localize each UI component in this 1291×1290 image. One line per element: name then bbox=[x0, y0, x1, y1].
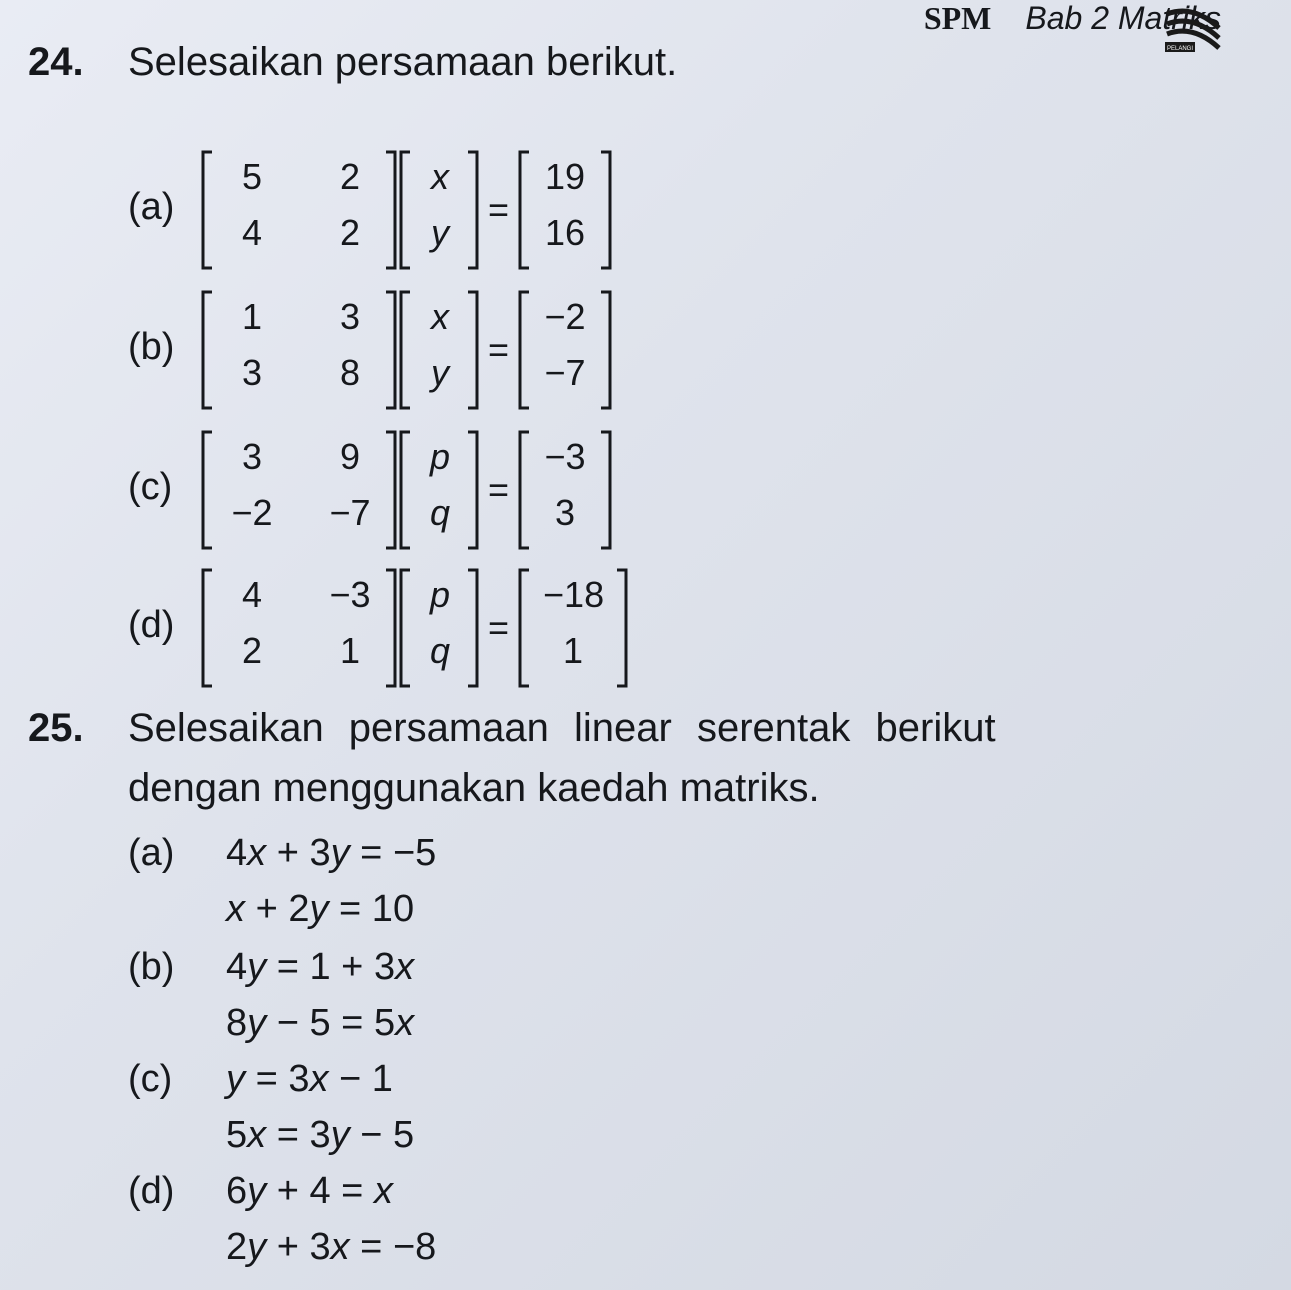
left-bracket bbox=[517, 568, 531, 688]
right-bracket bbox=[599, 430, 613, 550]
matrix-entry: q bbox=[429, 492, 451, 533]
matrix bbox=[398, 568, 480, 688]
left-bracket bbox=[517, 150, 531, 270]
matrix-entry: q bbox=[429, 630, 451, 671]
matrix-entry: −3 bbox=[544, 436, 586, 477]
matrix bbox=[200, 290, 398, 410]
right-bracket bbox=[466, 290, 480, 410]
matrix-equation bbox=[200, 568, 629, 688]
part-label: (b) bbox=[128, 326, 175, 368]
part-label: (a) bbox=[128, 186, 175, 228]
left-bracket bbox=[517, 290, 531, 410]
part-label: (d) bbox=[128, 1170, 175, 1212]
matrix-entry: 3 bbox=[241, 352, 263, 393]
logo-text: PELANGI bbox=[1166, 46, 1194, 52]
matrix-entry: 19 bbox=[545, 156, 586, 197]
equation-line: x + 2y = 10 bbox=[226, 888, 415, 930]
matrix bbox=[398, 290, 480, 410]
question-instruction: Selesaikan persamaan berikut. bbox=[128, 40, 678, 84]
part-label: (d) bbox=[128, 604, 175, 646]
right-bracket bbox=[384, 568, 398, 688]
part-label: (c) bbox=[128, 466, 173, 508]
equals-sign: = bbox=[488, 469, 510, 510]
header-prefix: SPM bbox=[923, 0, 992, 36]
left-bracket bbox=[200, 430, 214, 550]
matrix-entry: 1 bbox=[339, 630, 361, 671]
publisher-logo-icon bbox=[1163, 6, 1223, 54]
matrix-entry: 3 bbox=[339, 296, 361, 337]
matrix bbox=[200, 150, 398, 270]
right-bracket bbox=[599, 290, 613, 410]
matrix-equation bbox=[200, 150, 613, 270]
question-25-instruction-line2: dengan menggunakan kaedah matriks. bbox=[128, 766, 820, 810]
question-number: 25. bbox=[28, 706, 84, 750]
matrix-entry: −18 bbox=[543, 574, 605, 615]
matrix-entry: 4 bbox=[241, 574, 263, 615]
right-bracket bbox=[384, 290, 398, 410]
right-bracket bbox=[466, 150, 480, 270]
equation-line: 4x + 3y = −5 bbox=[226, 832, 437, 874]
equation-line: 2y + 3x = −8 bbox=[226, 1226, 437, 1268]
matrix-entry: 5 bbox=[241, 156, 263, 197]
question-25-heading bbox=[28, 706, 996, 751]
matrix-entry: y bbox=[431, 212, 449, 253]
equals-sign: = bbox=[488, 189, 510, 230]
left-bracket bbox=[517, 430, 531, 550]
matrix bbox=[517, 150, 613, 270]
matrix-entry: y bbox=[431, 352, 449, 393]
part-label: (a) bbox=[128, 832, 175, 874]
right-bracket bbox=[466, 430, 480, 550]
question-number: 24. bbox=[28, 40, 84, 84]
matrix-entry: 2 bbox=[241, 630, 263, 671]
matrix-entry: p bbox=[429, 436, 451, 477]
matrix-entry: 3 bbox=[555, 492, 576, 533]
matrix-entry: −7 bbox=[544, 352, 586, 393]
matrix-entry: 9 bbox=[339, 436, 361, 477]
matrix-entry: −7 bbox=[329, 492, 371, 533]
matrix-entry: 1 bbox=[241, 296, 263, 337]
matrix bbox=[517, 430, 613, 550]
left-bracket bbox=[200, 150, 214, 270]
right-bracket bbox=[384, 150, 398, 270]
matrix bbox=[517, 568, 629, 688]
equation-line: y = 3x − 1 bbox=[226, 1058, 393, 1100]
right-bracket bbox=[615, 568, 629, 688]
equation-line: 6y + 4 = x bbox=[226, 1170, 393, 1212]
matrix-entry: 8 bbox=[339, 352, 361, 393]
right-bracket bbox=[466, 568, 480, 688]
equation-line: 8y − 5 = 5x bbox=[226, 1002, 415, 1044]
question-24-heading bbox=[28, 40, 677, 85]
equation-line: 5x = 3y − 5 bbox=[226, 1114, 415, 1156]
matrix bbox=[398, 430, 480, 550]
matrix-entry: 2 bbox=[339, 156, 361, 197]
matrix-entry: 1 bbox=[563, 630, 584, 671]
right-bracket bbox=[599, 150, 613, 270]
equals-sign: = bbox=[488, 329, 510, 370]
matrix-entry: 4 bbox=[241, 212, 263, 253]
matrix bbox=[200, 568, 398, 688]
matrix-entry: 16 bbox=[545, 212, 586, 253]
matrix bbox=[398, 150, 480, 270]
matrix-entry: x bbox=[431, 156, 449, 197]
matrix-equation bbox=[200, 290, 613, 410]
question-instruction-line1: Selesaikan persamaan linear serentak berikut bbox=[128, 706, 996, 750]
left-bracket bbox=[200, 568, 214, 688]
matrix bbox=[517, 290, 613, 410]
part-label: (b) bbox=[128, 946, 175, 988]
matrix bbox=[200, 430, 398, 550]
part-label: (c) bbox=[128, 1058, 173, 1100]
matrix-entry: 3 bbox=[241, 436, 263, 477]
equation-line: 4y = 1 + 3x bbox=[226, 946, 415, 988]
matrix-entry: −2 bbox=[544, 296, 586, 337]
matrix-entry: −3 bbox=[329, 574, 371, 615]
right-bracket bbox=[384, 430, 398, 550]
equals-sign: = bbox=[488, 607, 510, 648]
matrix-entry: x bbox=[431, 296, 449, 337]
left-bracket bbox=[200, 290, 214, 410]
matrix-entry: p bbox=[429, 574, 451, 615]
matrix-equation bbox=[200, 430, 613, 550]
matrix-entry: 2 bbox=[339, 212, 361, 253]
matrix-entry: −2 bbox=[231, 492, 273, 533]
chapter-title: Bab 2 Matriks bbox=[1025, 0, 1221, 36]
